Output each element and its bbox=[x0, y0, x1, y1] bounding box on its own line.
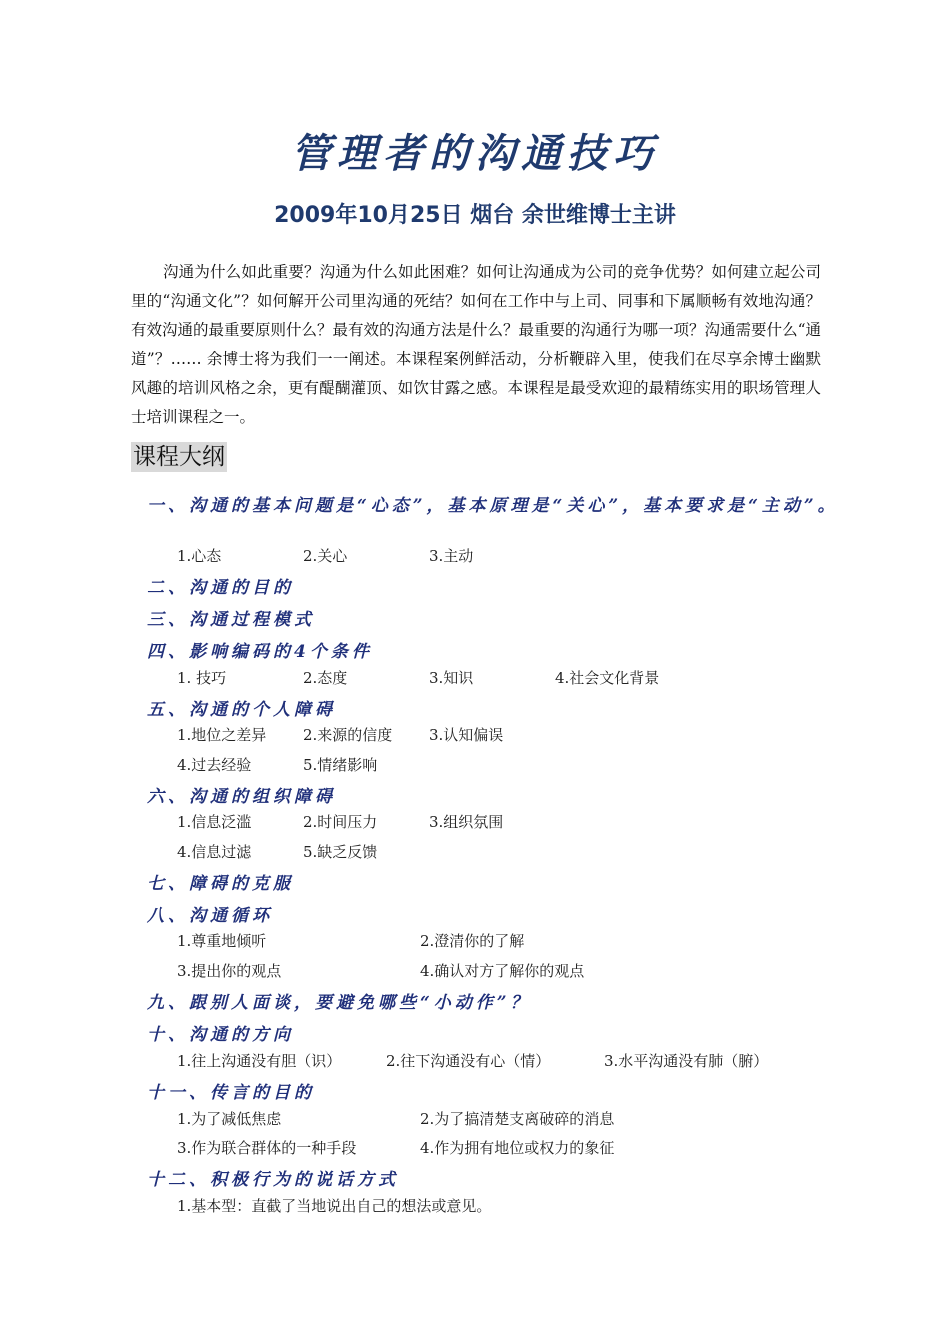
list-item: 1.地位之差异 bbox=[177, 726, 267, 744]
document-title: 管理者的沟通技巧 bbox=[291, 130, 659, 177]
section-heading-7: 七、障碍的克服 bbox=[147, 874, 294, 894]
list-item: 2.澄清你的了解 bbox=[420, 932, 525, 950]
section-heading-3: 三、沟通过程模式 bbox=[147, 610, 315, 630]
list-item: 2.态度 bbox=[303, 669, 348, 687]
list-item: 4.作为拥有地位或权力的象征 bbox=[420, 1139, 615, 1157]
list-item: 2.关心 bbox=[303, 547, 348, 565]
list-item: 1.尊重地倾听 bbox=[177, 932, 267, 950]
list-item: 3.作为联合群体的一种手段 bbox=[177, 1139, 357, 1157]
list-item: 2.时间压力 bbox=[303, 813, 378, 831]
section-heading-4: 四、影响编码的4个条件 bbox=[147, 642, 373, 662]
list-item: 4.社会文化背景 bbox=[555, 669, 660, 687]
list-item: 4.过去经验 bbox=[177, 756, 252, 774]
list-item: 3.组织氛围 bbox=[429, 813, 504, 831]
list-item: 3.提出你的观点 bbox=[177, 962, 282, 980]
list-item: 2.往下沟通没有心（情） bbox=[386, 1052, 551, 1070]
list-item: 5.缺乏反馈 bbox=[303, 843, 378, 861]
list-item: 1.信息泛滥 bbox=[177, 813, 252, 831]
list-item: 5.情绪影响 bbox=[303, 756, 378, 774]
section-heading-6: 六、沟通的组织障碍 bbox=[147, 787, 336, 807]
list-item: 3.主动 bbox=[429, 547, 474, 565]
list-item: 2.来源的信度 bbox=[303, 726, 393, 744]
list-item: 1. 技巧 bbox=[177, 669, 227, 687]
list-item: 4.信息过滤 bbox=[177, 843, 252, 861]
section-heading-11: 十一、传言的目的 bbox=[147, 1083, 315, 1103]
list-item: 4.确认对方了解你的观点 bbox=[420, 962, 585, 980]
list-item: 3.认知偏误 bbox=[429, 726, 504, 744]
list-item: 3.水平沟通没有肺（腑） bbox=[604, 1052, 769, 1070]
list-item: 3.知识 bbox=[429, 669, 474, 687]
outline-title: 课程大纲 bbox=[133, 444, 225, 470]
list-item: 2.为了搞清楚支离破碎的消息 bbox=[420, 1110, 615, 1128]
section-heading-10: 十、沟通的方向 bbox=[147, 1025, 294, 1045]
list-item: 1.为了减低焦虑 bbox=[177, 1110, 282, 1128]
list-item: 1.基本型：直截了当地说出自己的想法或意见。 bbox=[177, 1197, 492, 1215]
document-subtitle: 2009年10月25日 烟台 余世维博士主讲 bbox=[274, 203, 676, 228]
list-item: 1.往上沟通没有胆（识） bbox=[177, 1052, 342, 1070]
section-heading-2: 二、沟通的目的 bbox=[147, 578, 294, 598]
section-heading-5: 五、沟通的个人障碍 bbox=[147, 700, 336, 720]
intro-paragraph: 沟通为什么如此重要？沟通为什么如此困难？如何让沟通成为公司的竞争优势？如何建立起公司里的“沟通文化”？如何解开公司里沟通的死结？如何在工作中与上司、同事和下属顺畅有效地沟通？有效沟通的最重要原则什么？最有效的沟通方法是什么？最重要的沟通行为哪一项？沟通需要什么“通道”？…… 余博士将为我们一一阐述。本课程案例鲜活动，分析鞭辟入里，使我们在尽享余博士幽默风趣的培训风格之余，更有醍醐灌顶、如饮甘露之感。本课程是最受欢迎的最精练实用的职场管理人士培训课程之一。 bbox=[131, 263, 821, 426]
section-heading-8: 八、沟通循环 bbox=[147, 906, 273, 926]
section-heading-1: 一、沟通的基本问题是“心态”，基本原理是“关心”，基本要求是“主动”。 bbox=[147, 496, 839, 516]
section-heading-9: 九、跟别人面谈，要避免哪些“小动作”？ bbox=[147, 993, 532, 1013]
list-item: 1.心态 bbox=[177, 547, 222, 565]
section-heading-12: 十二、积极行为的说话方式 bbox=[147, 1170, 399, 1190]
